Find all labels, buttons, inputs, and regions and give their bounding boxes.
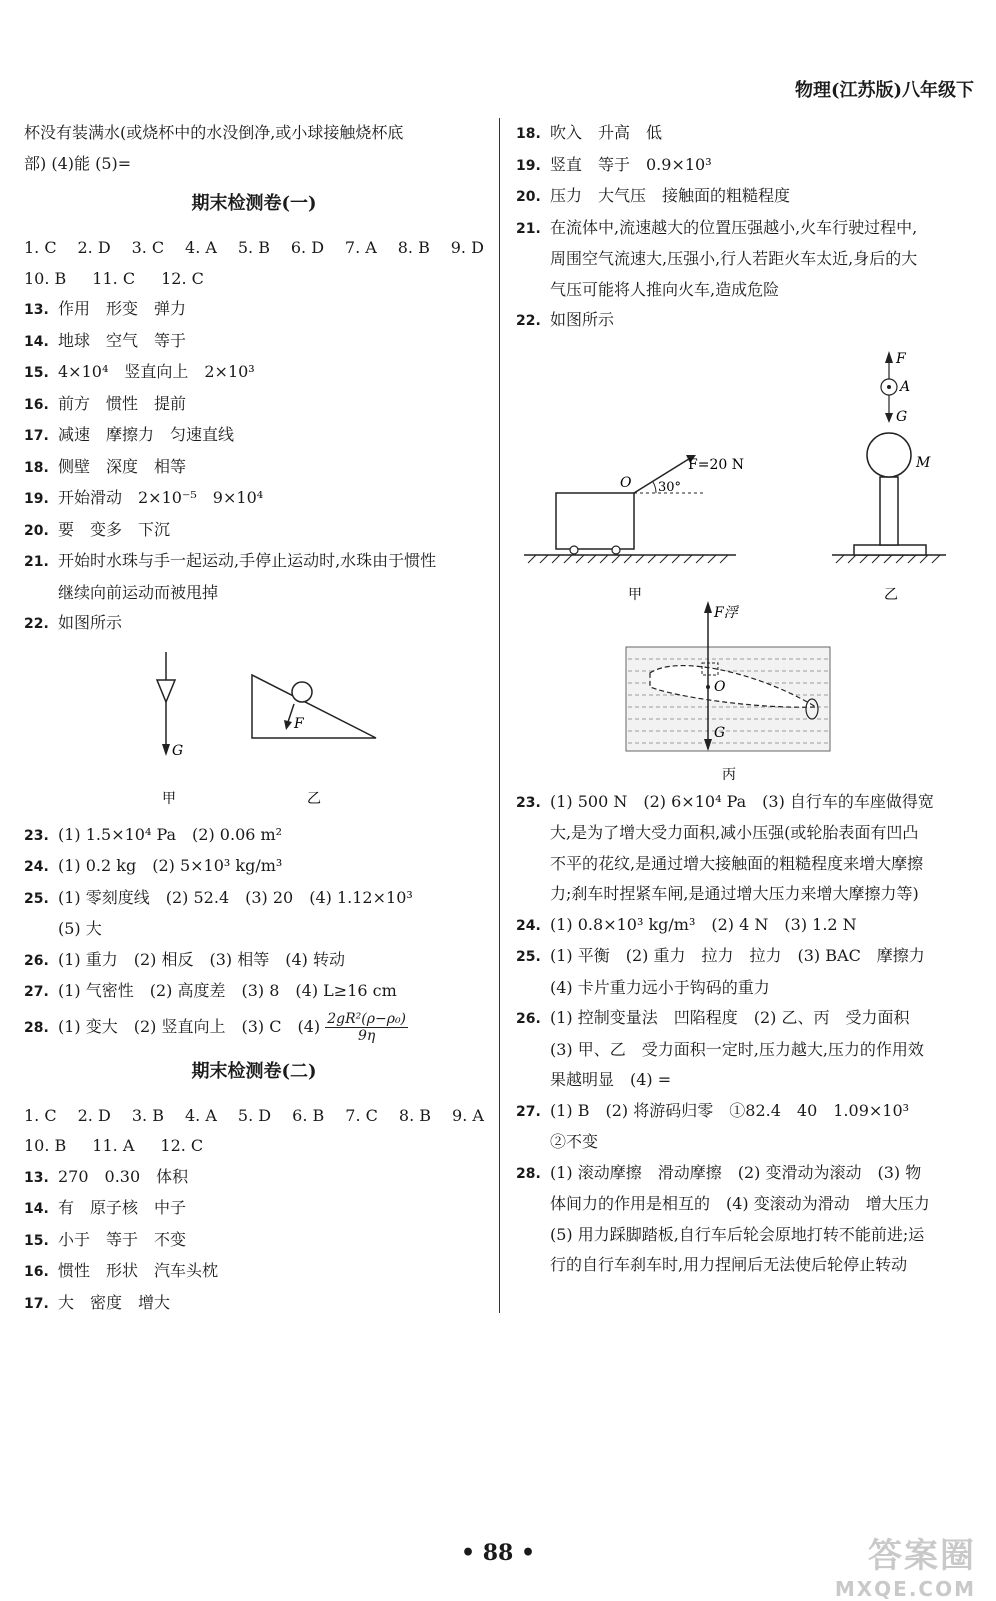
answer-21: 21. 在流体中,流速越大的位置压强越小,火车行驶过程中, — [516, 217, 918, 237]
answer-item: 13. 作用 形变 弹力 — [24, 299, 187, 318]
label-jia: 甲 — [628, 586, 642, 603]
answer-22: 22. 如图所示 — [516, 310, 615, 329]
choice-answer: 6. B — [292, 1105, 325, 1125]
exam1-items3 — [24, 945, 484, 1008]
answer-item: 20. 压力 大气压 接触面的粗糙程度 — [516, 186, 791, 205]
choice-answer: 9. A — [452, 1105, 484, 1125]
page-header: 物理(江苏版)八年级下 — [794, 80, 974, 101]
figure-jia — [524, 455, 744, 603]
answer-26-cont: 果越明显 (4) = — [550, 1070, 672, 1089]
label-f: F — [896, 350, 906, 367]
choice-answer: 4. A — [184, 1105, 217, 1125]
fraction: $\frac{\text{2gR²(ρ−ρ₀)}}{9\eta}$ — [327, 1010, 407, 1044]
answer-21: 21. 开始时水珠与手一起运动,手停止运动时,水珠由于惯性 — [24, 551, 437, 570]
exam2-choices-row2 — [24, 1131, 484, 1162]
label-a: A — [900, 378, 911, 395]
exam1-items — [24, 294, 484, 546]
choice-answer: 1. C — [24, 1105, 57, 1125]
answer-item: 19. 竖直 等于 0.9×10³ — [516, 154, 712, 174]
answer-28: 28. (1) 变大 (2) 竖直向上 (3) C (4) $\frac{\text{2gR²(ρ−ρ₀)}}{9\eta}$ — [24, 1010, 407, 1044]
answer-item: 25. (1) 零刻度线 (2) 52.4 (3) 20 (4) 1.12×10³ — [24, 887, 413, 907]
answer-item: 16. 前方 惯性 提前 — [24, 393, 187, 413]
answer-21-cont: 周围空气流速大,压强小,行人若距火车太近,身后的大 — [550, 249, 918, 268]
choice-answer: 8. B — [398, 1105, 432, 1125]
watermark-logo: 答案圈 MXQE.COM — [834, 1536, 976, 1601]
exam1-choices-row1 — [24, 233, 484, 264]
column-divider — [499, 118, 500, 1313]
answer-28-cont: (5) 用力踩脚踏板,自行车后轮会原地打转不能前进;运 — [550, 1224, 925, 1244]
choice-answer: 2. D — [77, 238, 111, 257]
choice-answer: 5. D — [237, 1105, 272, 1125]
answer-28: 28. (1) 滚动摩擦 滑动摩擦 (2) 变滑动为滚动 (3) 物 — [516, 1162, 922, 1182]
exam1-title: 期末检测卷(一) — [191, 193, 317, 214]
label-bing: 丙 — [722, 766, 736, 783]
answer-item: 23. (1) 1.5×10⁴ Pa (2) 0.06 m² — [24, 824, 283, 844]
answer-25-cont: (5) 大 — [58, 919, 102, 938]
answer-23-cont: 力;刹车时捏紧车闸,是通过增大压力来增大摩擦力等) — [550, 884, 919, 903]
answer-26-cont: (3) 甲、乙 受力面积一定时,压力越大,压力的作用效 — [550, 1039, 924, 1059]
answer-item: 17. 减速 摩擦力 匀速直线 — [24, 425, 235, 444]
answer-item: 19. 开始滑动 2×10⁻⁵ 9×10⁴ — [24, 488, 264, 507]
answer-25-cont: (4) 卡片重力远小于钩码的重力 — [550, 977, 770, 997]
answer-23-cont: 不平的花纹,是通过增大接触面的粗糙程度来增大摩擦 — [550, 853, 924, 873]
choice-answer: 4. A — [185, 238, 217, 257]
answer-item: 14. 地球 空气 等于 — [24, 330, 187, 350]
answer-27: 27. (1) B (2) 将游码归零 ①82.4 40 1.09×10³ — [516, 1100, 910, 1120]
answer-24: 24. (1) 0.8×10³ kg/m³ (2) 4 N (3) 1.2 N — [516, 914, 857, 934]
answer-22: 22. 如图所示 — [24, 613, 123, 632]
label-g: G — [172, 742, 184, 759]
label-g: G — [714, 724, 726, 741]
label-angle: 30° — [658, 479, 682, 495]
label-ffu: F浮 — [714, 604, 738, 621]
choice-answer: 11. A — [92, 1136, 135, 1155]
exam2-items — [24, 1162, 484, 1320]
choice-answer: 10. B — [24, 268, 67, 288]
choice-answer: 5. B — [237, 238, 270, 257]
answer-28-cont: 行的自行车刹车时,用力捏闸后无法使后轮停止转动 — [550, 1255, 908, 1274]
answer-27-cont: ②不变 — [550, 1132, 599, 1151]
choice-answer: 2. D — [77, 1105, 111, 1125]
intro-line: 杯没有装满水(或烧杯中的水没倒净,或小球接触烧杯底 — [24, 123, 404, 142]
label-o: O — [620, 474, 632, 491]
label-jia: 甲 — [162, 790, 176, 807]
answer-item: 15. 小于 等于 不变 — [24, 1229, 187, 1249]
exam2-choices-row1 — [24, 1101, 484, 1132]
figure-exam1-q22 — [24, 640, 484, 820]
answer-item: 17. 大 密度 增大 — [24, 1292, 171, 1312]
figure-yi — [252, 675, 376, 807]
answer-26: 26. (1) 控制变量法 凹陷程度 (2) 乙、丙 受力面积 — [516, 1008, 910, 1027]
choice-answer: 7. A — [344, 238, 377, 257]
page-number: • 88 • — [460, 1540, 536, 1566]
choice-answer: 12. C — [161, 268, 204, 288]
right-column — [516, 118, 978, 1281]
exam1-items2 — [24, 820, 484, 915]
choice-answer: 3. B — [131, 1105, 164, 1125]
figure-bing — [626, 601, 830, 783]
choice-answer: 10. B — [24, 1136, 67, 1155]
answer-item: 16. 惯性 形状 汽车头枕 — [24, 1261, 219, 1280]
label-m: M — [916, 454, 931, 471]
answer-item: 27. (1) 气密性 (2) 高度差 (3) 8 (4) L≥16 cm — [24, 981, 397, 1000]
figure-yi — [832, 351, 946, 603]
exam1-choices-row2 — [24, 264, 484, 295]
choice-answer: 6. D — [290, 238, 325, 257]
label-o: O — [714, 678, 726, 695]
label-yi: 乙 — [884, 586, 898, 603]
answer-23-cont: 大,是为了增大受力面积,减小压强(或轮胎表面有凹凸 — [550, 823, 919, 842]
figure-jia — [157, 652, 183, 807]
answer-item: 24. (1) 0.2 kg (2) 5×10³ kg/m³ — [24, 856, 283, 875]
label-yi: 乙 — [307, 790, 321, 807]
figure-exam2-q22 — [516, 337, 978, 787]
answer-21-cont: 气压可能将人推向火车,造成危险 — [550, 279, 780, 299]
intro-line: 部) (4)能 (5)= — [24, 153, 132, 173]
choice-answer: 12. C — [160, 1136, 204, 1155]
label-force: F=20 N — [688, 456, 744, 473]
answer-item: 26. (1) 重力 (2) 相反 (3) 相等 (4) 转动 — [24, 949, 346, 969]
choice-answer: 1. C — [24, 238, 57, 257]
answer-item: 13. 270 0.30 体积 — [24, 1166, 189, 1186]
choice-answer: 11. C — [92, 268, 136, 288]
left-column — [24, 118, 484, 1319]
answer-25: 25. (1) 平衡 (2) 重力 拉力 拉力 (3) BAC 摩擦力 — [516, 946, 925, 965]
label-g: G — [896, 408, 908, 425]
label-f: F — [294, 715, 304, 732]
exam2-title: 期末检测卷(二) — [191, 1060, 317, 1082]
answer-item: 15. 4×10⁴ 竖直向上 2×10³ — [24, 362, 255, 381]
answer-item: 18. 侧壁 深度 相等 — [24, 456, 187, 476]
choice-answer: 7. C — [345, 1105, 378, 1125]
choice-answer: 8. B — [397, 238, 430, 257]
answer-28-cont: 体间力的作用是相互的 (4) 变滚动为滑动 增大压力 — [550, 1194, 930, 1213]
right-items1 — [516, 118, 978, 213]
answer-item: 14. 有 原子核 中子 — [24, 1198, 187, 1217]
answer-21-cont: 继续向前运动而被甩掉 — [58, 582, 219, 602]
answer-item: 20. 要 变多 下沉 — [24, 519, 171, 539]
choice-answer: 3. C — [131, 238, 165, 257]
answer-23: 23. (1) 500 N (2) 6×10⁴ Pa (3) 自行车的车座做得宽 — [516, 791, 934, 811]
answer-item: 18. 吹入 升高 低 — [516, 123, 663, 142]
choice-answer: 9. D — [450, 238, 484, 257]
